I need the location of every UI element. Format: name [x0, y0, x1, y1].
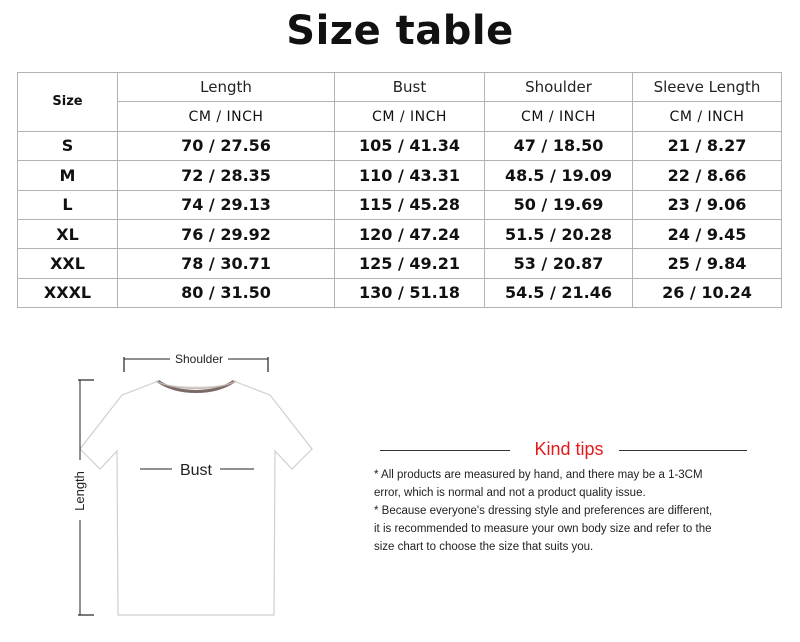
divider: [619, 450, 747, 451]
table-row: [18, 131, 782, 160]
table-row: [18, 161, 782, 190]
bust-cell: 130 / 51.18: [335, 278, 485, 307]
column-header-shoulder: Shoulder: [485, 73, 633, 102]
kind-tips-title: Kind tips: [534, 439, 604, 459]
units-label: CM / INCH: [118, 102, 335, 131]
size-cell: XXL: [18, 249, 118, 278]
units-label: CM / INCH: [633, 102, 782, 131]
table-row: [18, 249, 782, 278]
table-row: [18, 278, 782, 307]
shoulder-cell: 53 / 20.87: [485, 249, 633, 278]
bust-cell: 115 / 45.28: [335, 190, 485, 219]
sleeve-length-cell: 25 / 9.84: [633, 249, 782, 278]
units-label: CM / INCH: [335, 102, 485, 131]
length-cell: 74 / 29.13: [118, 190, 335, 219]
shoulder-cell: 54.5 / 21.46: [485, 278, 633, 307]
sleeve-length-cell: 21 / 8.27: [633, 131, 782, 160]
size-cell: M: [18, 161, 118, 190]
length-cell: 80 / 31.50: [118, 278, 335, 307]
shoulder-label: Shoulder: [174, 352, 224, 366]
size-table: [17, 72, 782, 308]
table-row: [18, 219, 782, 248]
length-cell: 70 / 27.56: [118, 131, 335, 160]
tip-text: size chart to choose the size that suits you.: [374, 541, 594, 553]
kind-tips-section: [374, 436, 764, 556]
length-cell: 78 / 30.71: [118, 249, 335, 278]
bust-cell: 125 / 49.21: [335, 249, 485, 278]
tip-text: * Because everyone's dressing style and preferences are different,: [374, 505, 713, 517]
size-cell: S: [18, 131, 118, 160]
shoulder-cell: 51.5 / 20.28: [485, 219, 633, 248]
sleeve-length-cell: 22 / 8.66: [633, 161, 782, 190]
tip-text: it is recommended to measure your own body size and refer to the: [374, 523, 712, 535]
bust-cell: 120 / 47.24: [335, 219, 485, 248]
tip-text: error, which is normal and not a product quality issue.: [374, 487, 646, 499]
bust-cell: 105 / 41.34: [335, 131, 485, 160]
tips-list: [374, 466, 764, 556]
units-row: [18, 102, 782, 131]
tshirt-icon: [60, 345, 320, 635]
shoulder-cell: 48.5 / 19.09: [485, 161, 633, 190]
length-cell: 72 / 28.35: [118, 161, 335, 190]
tip-text: * All products are measured by hand, and there may be a 1-3CM: [374, 469, 703, 481]
sleeve-length-cell: 26 / 10.24: [633, 278, 782, 307]
bust-cell: 110 / 43.31: [335, 161, 485, 190]
column-header-sleeve-length: Sleeve Length: [633, 73, 782, 102]
size-cell: XL: [18, 219, 118, 248]
column-header-bust: Bust: [335, 73, 485, 102]
sleeve-length-cell: 23 / 9.06: [633, 190, 782, 219]
table-header-row: [18, 73, 782, 102]
table-row: [18, 190, 782, 219]
length-label: Length: [72, 471, 87, 511]
length-cell: 76 / 29.92: [118, 219, 335, 248]
kind-tips-header: [374, 436, 764, 464]
shoulder-cell: 47 / 18.50: [485, 131, 633, 160]
bust-label: Bust: [179, 462, 213, 479]
size-cell: XXXL: [18, 278, 118, 307]
size-column-header: Size: [18, 73, 118, 132]
page-title: Size table: [286, 8, 514, 54]
shoulder-cell: 50 / 19.69: [485, 190, 633, 219]
column-header-length: Length: [118, 73, 335, 102]
units-label: CM / INCH: [485, 102, 633, 131]
size-cell: L: [18, 190, 118, 219]
sleeve-length-cell: 24 / 9.45: [633, 219, 782, 248]
tshirt-measurement-diagram: [60, 345, 320, 635]
